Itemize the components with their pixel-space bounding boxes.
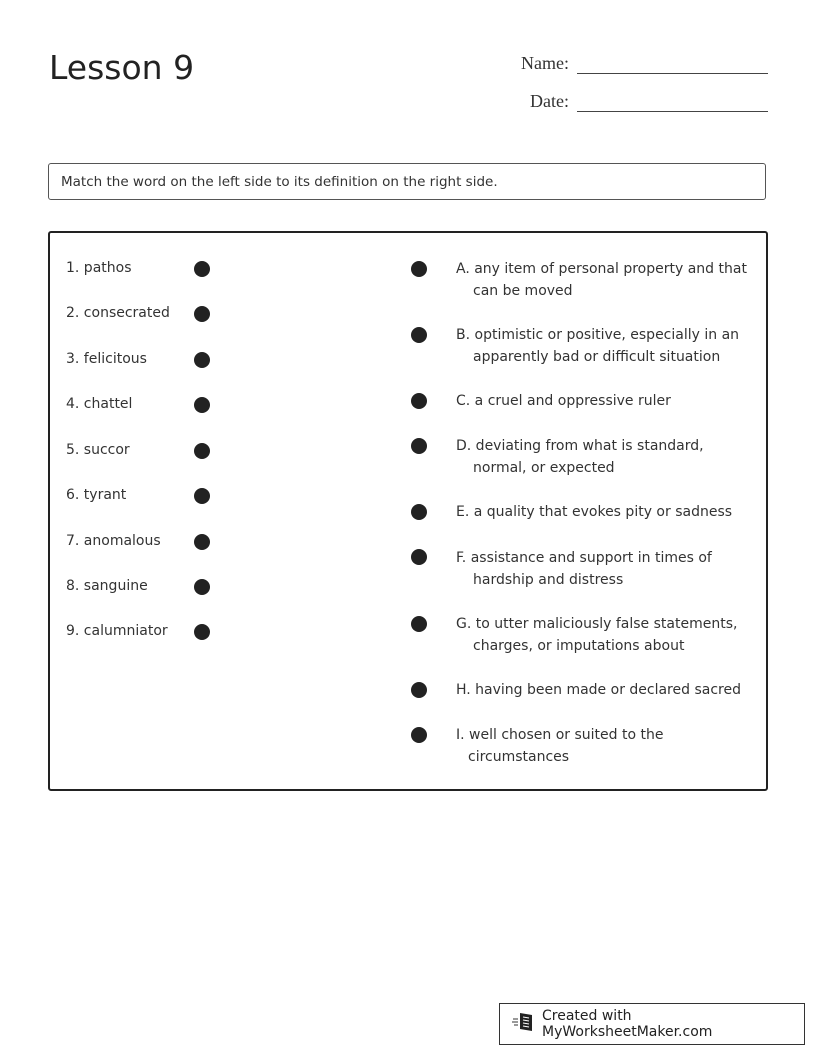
definition-line: I. well chosen or suited to the: [456, 727, 664, 743]
definition-line-continued: charges, or imputations about: [473, 638, 685, 654]
page-title: Lesson 9: [49, 48, 195, 87]
definition-match-dot[interactable]: [411, 549, 427, 565]
definition-line: D. deviating from what is standard,: [456, 438, 704, 454]
definition-line-continued: hardship and distress: [473, 572, 624, 588]
name-label: Name:: [521, 53, 569, 73]
definition-match-dot[interactable]: [411, 682, 427, 698]
definition-line: A. any item of personal property and that: [456, 261, 747, 277]
definition-match-dot[interactable]: [411, 727, 427, 743]
word-item: 4. chattel: [66, 396, 133, 412]
word-match-dot[interactable]: [194, 488, 210, 504]
word-match-dot[interactable]: [194, 579, 210, 595]
word-item: 7. anomalous: [66, 533, 161, 549]
definition-item: [456, 258, 756, 302]
date-blank-line[interactable]: [577, 93, 768, 112]
definition-item: [456, 501, 756, 523]
name-blank-line[interactable]: [577, 55, 768, 74]
definition-item: [456, 724, 756, 768]
definition-line-continued: apparently bad or difficult situation: [473, 349, 721, 365]
word-match-dot[interactable]: [194, 397, 210, 413]
word-match-dot[interactable]: [194, 624, 210, 640]
definition-item: [456, 390, 756, 412]
word-match-dot[interactable]: [194, 261, 210, 277]
definition-line: F. assistance and support in times of: [456, 550, 712, 566]
word-item: 6. tyrant: [66, 487, 127, 503]
word-item: 8. sanguine: [66, 578, 148, 594]
word-match-dot[interactable]: [194, 534, 210, 550]
worksheet-maker-logo-icon: [512, 1011, 542, 1037]
word-match-dot[interactable]: [194, 352, 210, 368]
definition-match-dot[interactable]: [411, 327, 427, 343]
definition-line: E. a quality that evokes pity or sadness: [456, 504, 733, 520]
definition-item: [456, 613, 756, 657]
word-match-dot[interactable]: [194, 306, 210, 322]
definition-match-dot[interactable]: [411, 616, 427, 632]
definition-line: G. to utter maliciously false statements,: [456, 616, 738, 632]
name-field: [489, 53, 768, 74]
definition-item: [456, 679, 756, 701]
word-match-dot[interactable]: [194, 443, 210, 459]
instructions-box: [48, 163, 766, 200]
definition-match-dot[interactable]: [411, 438, 427, 454]
word-item: 2. consecrated: [66, 305, 170, 321]
definition-item: [456, 435, 756, 479]
date-field: [489, 91, 768, 112]
footer-text: Created with MyWorksheetMaker.com: [542, 1008, 713, 1040]
definition-match-dot[interactable]: [411, 393, 427, 409]
definition-match-dot[interactable]: [411, 261, 427, 277]
definition-line-continued: normal, or expected: [473, 460, 615, 476]
footer-credit[interactable]: [499, 1003, 805, 1045]
definition-line-continued: can be moved: [473, 283, 573, 299]
word-item: 1. pathos: [66, 260, 132, 276]
definition-item: [456, 324, 756, 368]
word-item: 9. calumniator: [66, 623, 168, 639]
word-item: 3. felicitous: [66, 351, 147, 367]
definition-line: C. a cruel and oppressive ruler: [456, 393, 671, 409]
date-label: Date:: [530, 91, 569, 111]
definition-line: H. having been made or declared sacred: [456, 682, 741, 698]
instructions-text: Match the word on the left side to its definition on the right side.: [61, 173, 498, 190]
definition-line: B. optimistic or positive, especially in an: [456, 327, 740, 343]
definition-match-dot[interactable]: [411, 504, 427, 520]
definition-line-continued: circumstances: [468, 749, 570, 765]
definition-item: [456, 547, 756, 591]
word-item: 5. succor: [66, 442, 130, 458]
